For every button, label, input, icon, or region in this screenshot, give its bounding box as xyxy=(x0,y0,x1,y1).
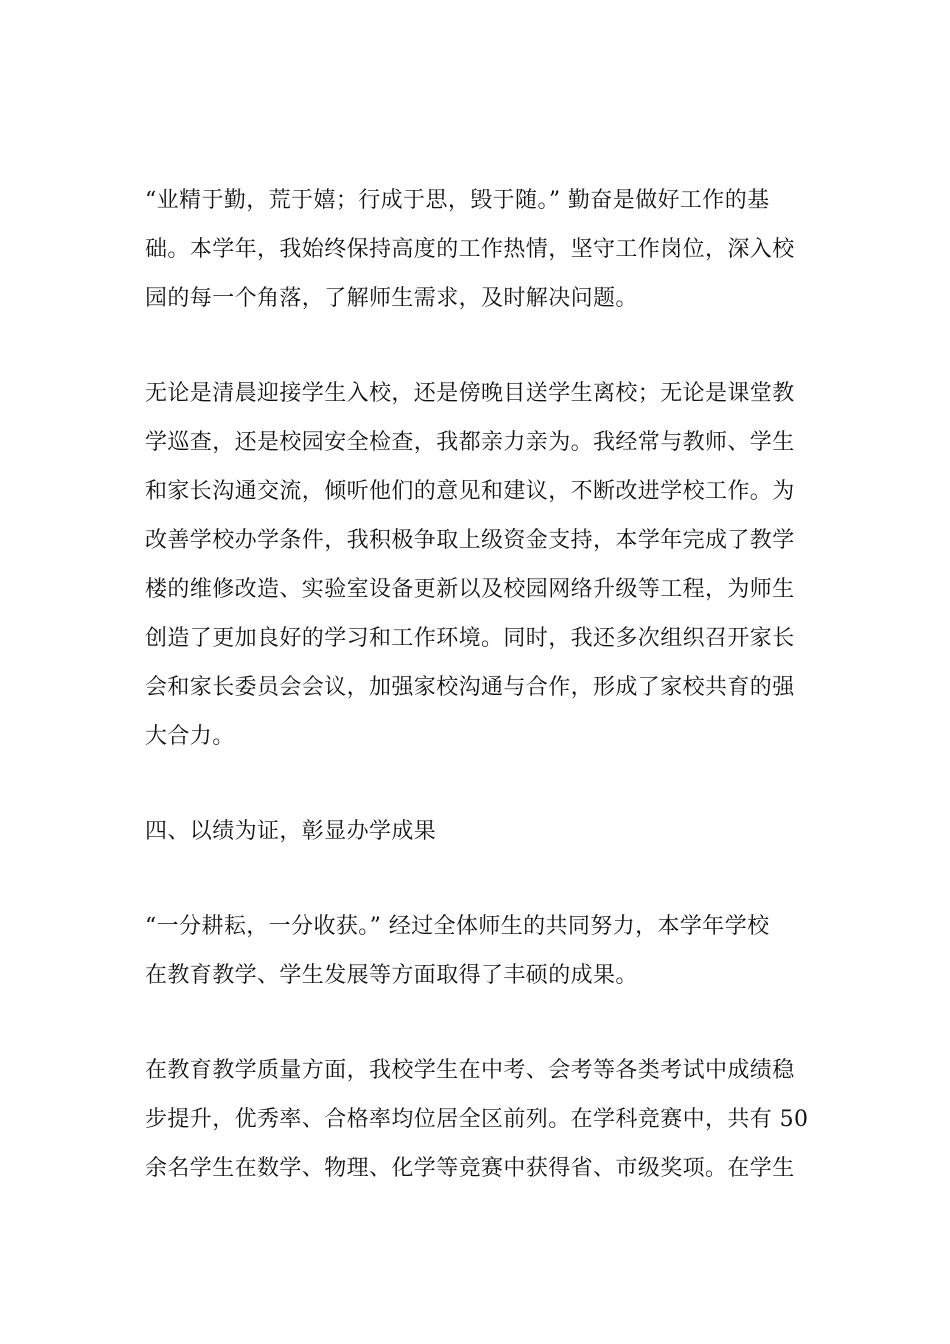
text-line: 余名学生在数学、物理、化学等竞赛中获得省、市级奖项。在学生 xyxy=(145,1156,795,1181)
text-line: 大合力。 xyxy=(145,724,235,749)
text-line: 改善学校办学条件，我积极争取上级资金支持，本学年完成了教学 xyxy=(145,528,795,553)
text-line: “业精于勤，荒于嬉；行成于思，毁于随。” 勤奋是做好工作的基 xyxy=(145,188,770,213)
text-line: 和家长沟通交流，倾听他们的意见和建议，不断改进学校工作。为 xyxy=(145,479,795,504)
text-line: 学巡查，还是校园安全检查，我都亲力亲为。我经常与教师、学生 xyxy=(145,430,795,455)
text-line: 楼的维修改造、实验室设备更新以及校园网络升级等工程，为师生 xyxy=(145,577,795,602)
text-line: 会和家长委员会会议，加强家校沟通与合作，形成了家校共育的强 xyxy=(145,675,795,700)
paragraph-harvest xyxy=(145,902,807,1000)
paragraph-daily-work xyxy=(145,369,807,761)
paragraph-teaching-quality xyxy=(145,1046,807,1193)
text-line: 步提升，优秀率、合格率均位居全区前列。在学科竞赛中，共有 50 xyxy=(145,1107,809,1132)
paragraph-gap xyxy=(145,856,807,902)
text-line: 在教育教学质量方面，我校学生在中考、会考等各类考试中成绩稳 xyxy=(145,1058,795,1083)
text-line: 园的每一个角落，了解师生需求，及时解决问题。 xyxy=(145,286,638,311)
text-line: “一分耕耘，一分收获。” 经过全体师生的共同努力，本学年学校 xyxy=(145,914,770,939)
paragraph-gap xyxy=(145,1000,807,1046)
text-line: 创造了更加良好的学习和工作环境。同时，我还多次组织召开家长 xyxy=(145,626,795,651)
text-line: 在教育教学、学生发展等方面取得了丰硕的成果。 xyxy=(145,963,638,988)
paragraph-gap xyxy=(145,323,807,369)
text-line: 无论是清晨迎接学生入校，还是傍晚目送学生离校；无论是课堂教 xyxy=(145,381,795,406)
text-line: 础。本学年，我始终保持高度的工作热情，坚守工作岗位，深入校 xyxy=(145,237,795,262)
section-heading xyxy=(145,807,807,856)
section-heading-text: 四、以绩为证，彰显办学成果 xyxy=(145,819,437,844)
paragraph-gap xyxy=(145,761,807,807)
document-body xyxy=(145,176,807,1193)
paragraph-diligence xyxy=(145,176,807,323)
